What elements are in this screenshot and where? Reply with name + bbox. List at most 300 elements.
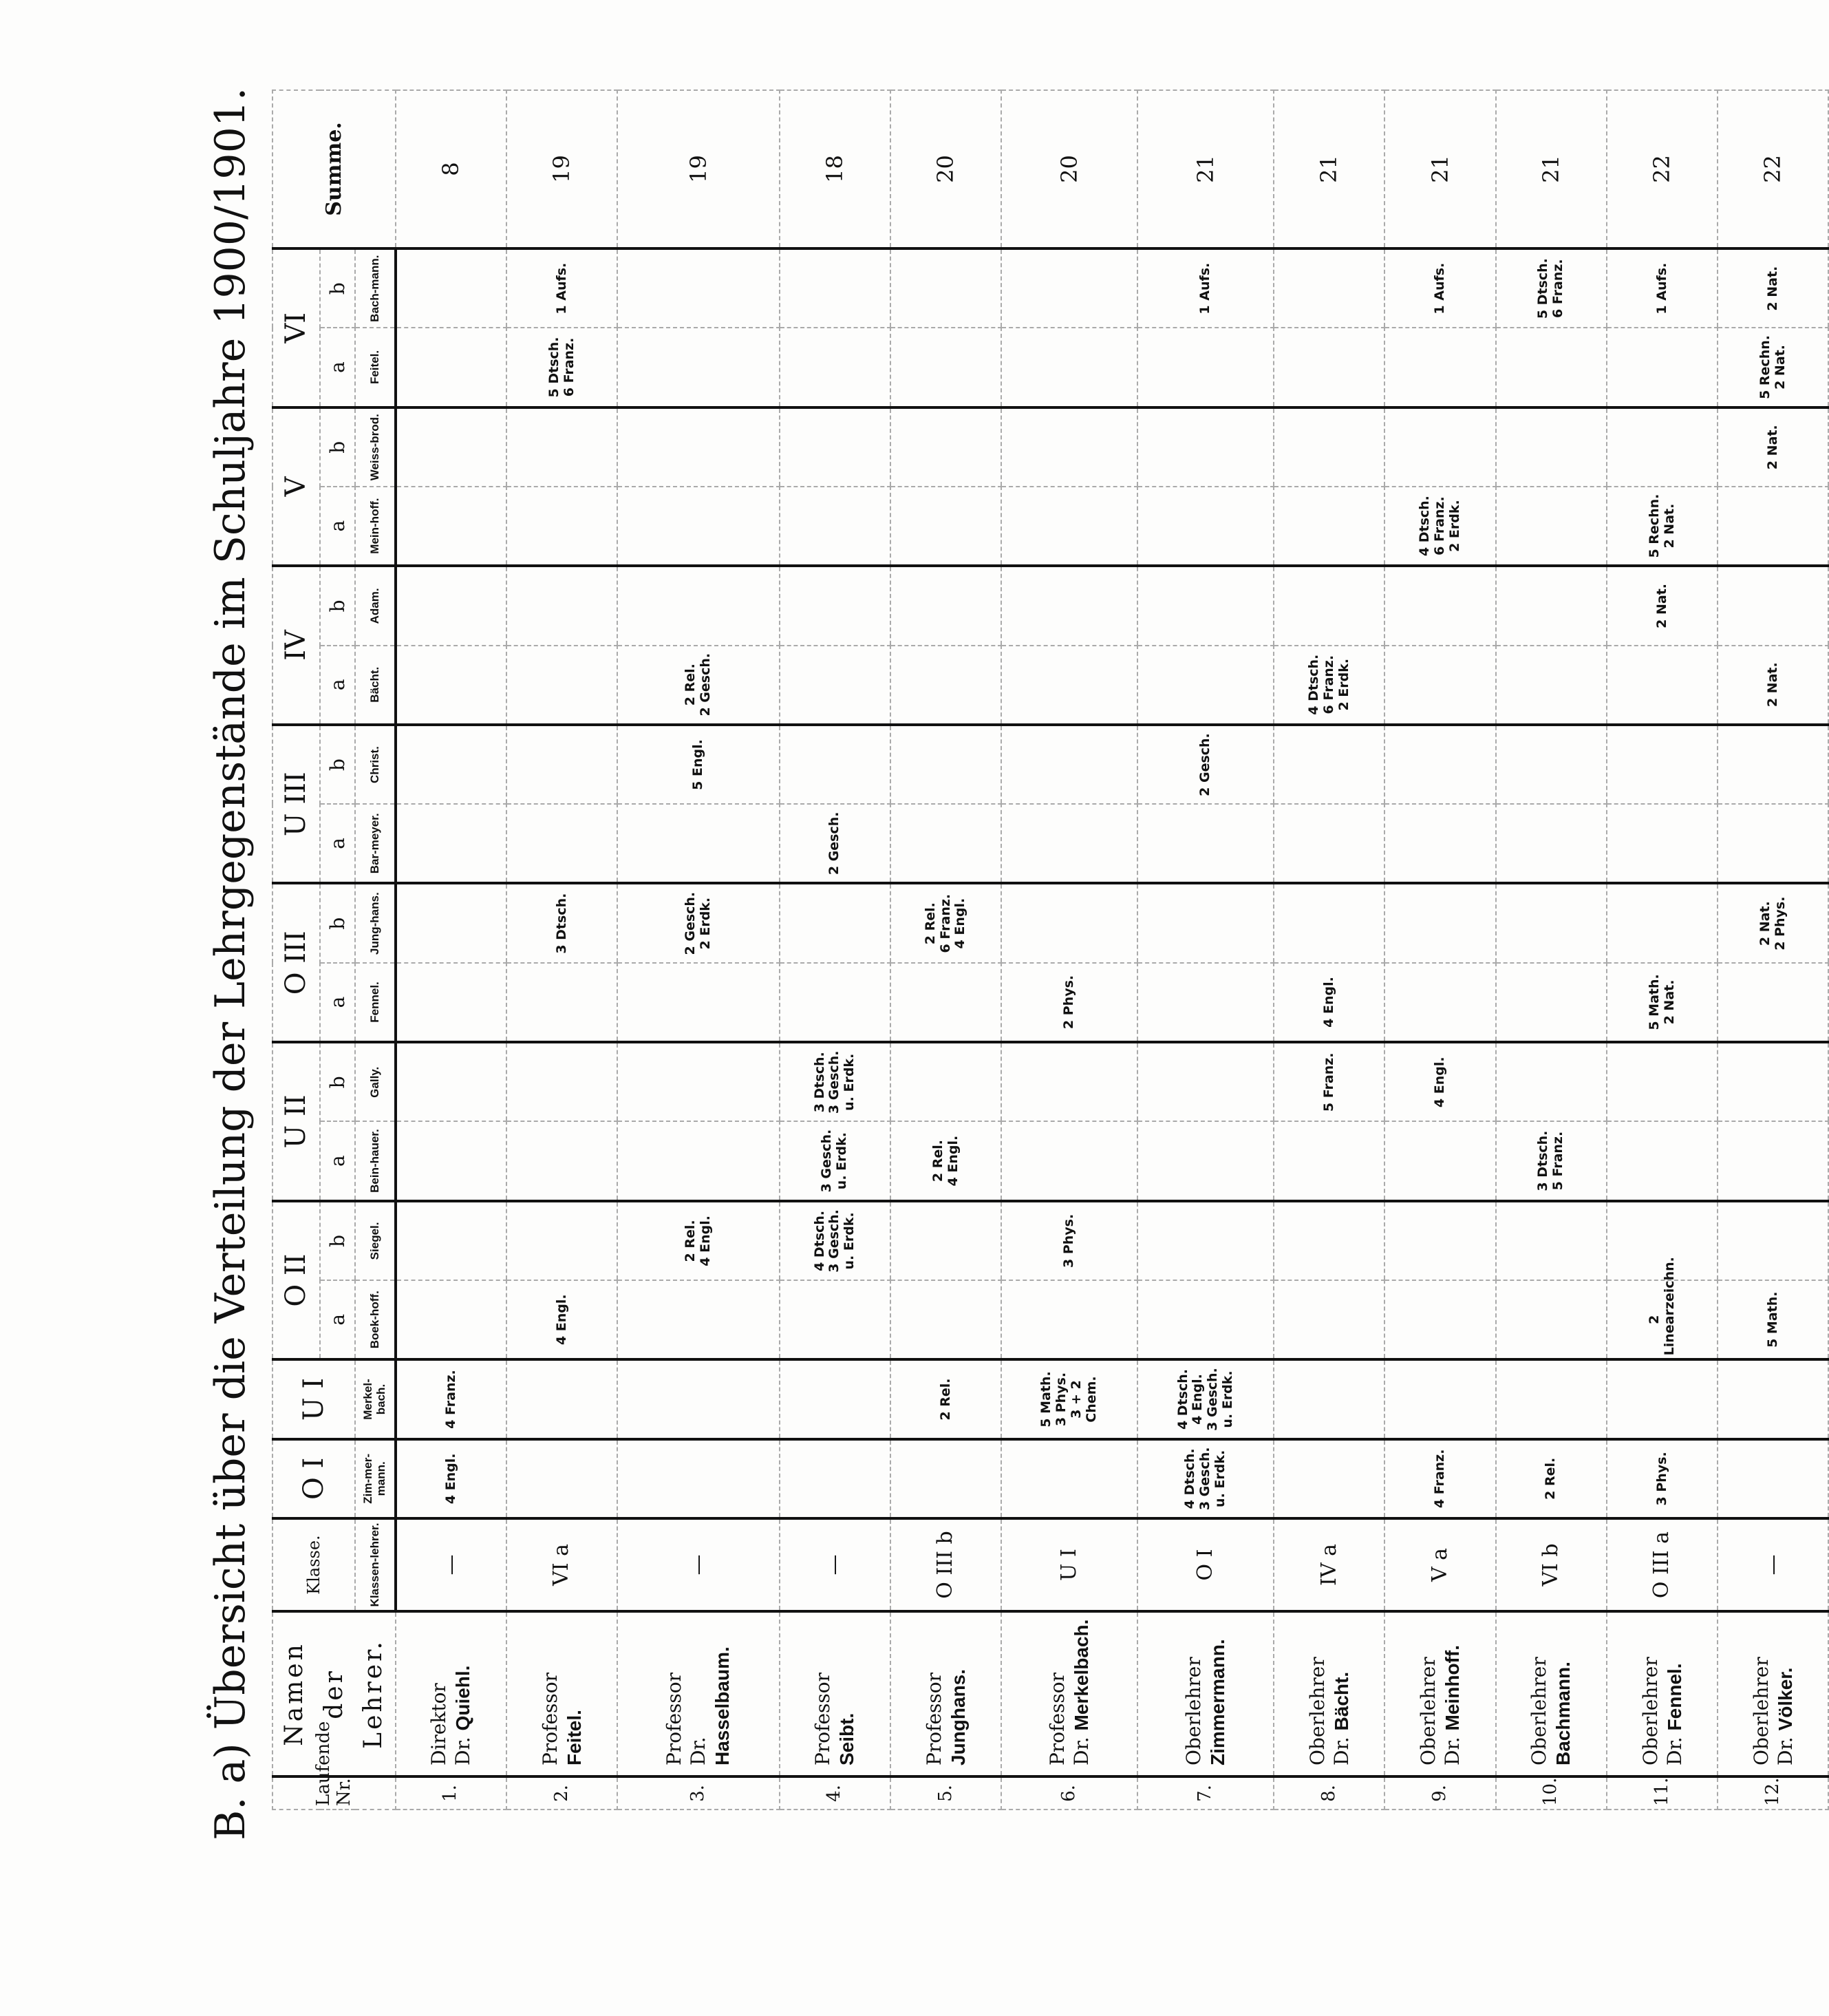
subject-cell bbox=[617, 328, 779, 407]
sub-header-6-a: a bbox=[320, 646, 356, 725]
row-nr: 6. bbox=[1001, 1776, 1137, 1810]
teacher-name: Seibt. bbox=[836, 1712, 858, 1765]
subject-cell: 2 Gesch. bbox=[1137, 725, 1274, 804]
subject-cell: 2 Linearzeichn. bbox=[1607, 1280, 1718, 1359]
table-row bbox=[396, 90, 506, 1810]
subject-cell: 4 Dtsch. 3 Gesch. u. Erdk. bbox=[780, 1201, 890, 1280]
row-nr: 4. bbox=[780, 1776, 890, 1810]
teacher-header-5: Gally. bbox=[355, 1042, 396, 1121]
subject-cell bbox=[617, 1359, 779, 1439]
teacher-header-10: Bächt. bbox=[355, 646, 396, 725]
subject-cell: 2 Nat. bbox=[1718, 407, 1828, 487]
subject-cell bbox=[780, 884, 890, 963]
subject-cell bbox=[1137, 1121, 1274, 1200]
subject-cell bbox=[1137, 1201, 1274, 1280]
summe-cell: 20 bbox=[890, 90, 1001, 248]
subject-cell bbox=[780, 248, 890, 328]
klassenlehrer-cell: VI b bbox=[1496, 1518, 1607, 1611]
sub-header-8-b: b bbox=[320, 248, 356, 328]
row-nr: 11. bbox=[1607, 1776, 1718, 1810]
teacher-name-line bbox=[1440, 1615, 1464, 1765]
subject-cell bbox=[396, 328, 506, 407]
teacher-prefix: Professor bbox=[811, 1673, 835, 1765]
summe-cell: 21 bbox=[1384, 90, 1495, 248]
subject-cell bbox=[617, 963, 779, 1042]
table-row bbox=[617, 90, 779, 1810]
summe-cell: 21 bbox=[1137, 90, 1274, 248]
teacher-name-line bbox=[811, 1615, 859, 1765]
subject-cell bbox=[1001, 884, 1137, 963]
subject-cell bbox=[1718, 1121, 1828, 1200]
subject-cell bbox=[1001, 487, 1137, 566]
klassenlehrer-cell: VI a bbox=[506, 1518, 617, 1611]
subject-cell bbox=[780, 487, 890, 566]
subject-cell bbox=[396, 1280, 506, 1359]
subject-cell bbox=[1137, 487, 1274, 566]
group-header-2: O II bbox=[272, 1201, 320, 1360]
subject-cell: 1 Aufs. bbox=[1384, 248, 1495, 328]
subject-cell bbox=[890, 1280, 1001, 1359]
subject-cell bbox=[1274, 248, 1384, 328]
subject-cell bbox=[1496, 487, 1607, 566]
subject-cell bbox=[890, 963, 1001, 1042]
teacher-name-cell bbox=[617, 1611, 779, 1776]
klassenlehrer-cell: O III b bbox=[890, 1518, 1001, 1611]
teacher-name: Feitel. bbox=[563, 1710, 585, 1765]
teacher-prefix: Dr. bbox=[1070, 1730, 1093, 1765]
teacher-name-cell bbox=[1137, 1611, 1274, 1776]
subject-cell: 4 Dtsch. 3 Gesch. u. Erdk. bbox=[1137, 1439, 1274, 1518]
subject-cell bbox=[1496, 1280, 1607, 1359]
subject-cell bbox=[1384, 884, 1495, 963]
subject-cell bbox=[1001, 328, 1137, 407]
subject-cell: 5 Math. 3 Phys. 3 + 2 Chem. bbox=[1001, 1359, 1137, 1439]
subject-cell bbox=[1274, 1121, 1384, 1200]
subject-cell bbox=[780, 1280, 890, 1359]
teacher-name-line bbox=[451, 1615, 475, 1765]
subject-cell bbox=[1384, 328, 1495, 407]
subject-cell bbox=[1718, 1359, 1828, 1439]
teacher-header-3: Siegel. bbox=[355, 1201, 396, 1280]
teacher-name-cell bbox=[890, 1611, 1001, 1776]
subject-cell: 4 Engl. bbox=[506, 1280, 617, 1359]
row-nr: 2. bbox=[506, 1776, 617, 1810]
table-row bbox=[506, 90, 617, 1810]
subject-cell bbox=[396, 963, 506, 1042]
teacher-header-12: Mein-hoff. bbox=[355, 487, 396, 566]
teacher-header-2: Boek-hoff. bbox=[355, 1280, 396, 1359]
subject-cell bbox=[396, 487, 506, 566]
row-nr: 3. bbox=[617, 1776, 779, 1810]
table-row bbox=[1001, 90, 1137, 1810]
subject-cell bbox=[1137, 1280, 1274, 1359]
subject-cell: 4 Franz. bbox=[396, 1359, 506, 1439]
subject-cell bbox=[1137, 566, 1274, 645]
teacher-prefix: Professor bbox=[538, 1673, 561, 1765]
subject-cell bbox=[1274, 487, 1384, 566]
subject-cell: 2 Rel. 2 Gesch. bbox=[617, 646, 779, 725]
subject-cell: 5 Rechn. 2 Nat. bbox=[1607, 487, 1718, 566]
subject-cell bbox=[1274, 725, 1384, 804]
group-header-7: V bbox=[272, 407, 320, 566]
sub-header-5-a: a bbox=[320, 804, 356, 883]
teacher-name: Hasselbaum. bbox=[712, 1646, 734, 1765]
subject-cell bbox=[1496, 328, 1607, 407]
subject-cell bbox=[617, 487, 779, 566]
summe-cell: 22 bbox=[1718, 90, 1828, 248]
subject-cell: 1 Aufs. bbox=[1137, 248, 1274, 328]
teacher-name-cell bbox=[396, 1611, 506, 1776]
sub-header-2-a: a bbox=[320, 1280, 356, 1359]
teacher-header-14: Feitel. bbox=[355, 328, 396, 407]
teacher-name-cell bbox=[1384, 1611, 1495, 1776]
subject-cell: 4 Franz. bbox=[1384, 1439, 1495, 1518]
teacher-header-15: Bach-mann. bbox=[355, 248, 396, 328]
subject-cell bbox=[617, 407, 779, 487]
subject-cell: 2 Phys. bbox=[1001, 963, 1137, 1042]
schedule-table-rotated bbox=[272, 89, 1799, 1810]
subject-cell bbox=[1274, 884, 1384, 963]
subject-cell: 4 Engl. bbox=[1274, 963, 1384, 1042]
subject-cell: 5 Engl. bbox=[617, 725, 779, 804]
subject-cell bbox=[1496, 407, 1607, 487]
teacher-name-line bbox=[538, 1615, 586, 1765]
subject-cell bbox=[780, 725, 890, 804]
teacher-name: Bächt. bbox=[1330, 1671, 1352, 1731]
subject-cell bbox=[1718, 725, 1828, 804]
teacher-title: Direktor bbox=[427, 1683, 451, 1765]
subject-cell bbox=[617, 1439, 779, 1518]
subject-cell bbox=[617, 804, 779, 883]
subject-cell bbox=[396, 1042, 506, 1121]
subject-cell: 3 Dtsch. 5 Franz. bbox=[1496, 1121, 1607, 1200]
subject-cell: 3 Gesch. u. Erdk. bbox=[780, 1121, 890, 1200]
teacher-name-cell bbox=[1718, 1611, 1828, 1776]
table-row bbox=[1384, 90, 1495, 1810]
subject-cell bbox=[1496, 1359, 1607, 1439]
subject-cell bbox=[506, 1439, 617, 1518]
row-nr: 10. bbox=[1496, 1776, 1607, 1810]
klassenlehrer-cell: U I bbox=[1001, 1518, 1137, 1611]
teacher-name-cell bbox=[1274, 1611, 1384, 1776]
table-row bbox=[1496, 90, 1607, 1810]
subject-cell bbox=[890, 328, 1001, 407]
subject-cell bbox=[1137, 804, 1274, 883]
subject-cell: 5 Rechn. 2 Nat. bbox=[1718, 328, 1828, 407]
teacher-name-cell bbox=[780, 1611, 890, 1776]
subject-cell bbox=[506, 566, 617, 645]
subject-cell: 5 Franz. bbox=[1274, 1042, 1384, 1121]
subject-cell bbox=[780, 963, 890, 1042]
subject-cell: 2 Gesch. 2 Erdk. bbox=[617, 884, 779, 963]
subject-cell bbox=[1001, 1121, 1137, 1200]
teacher-title: Oberlehrer bbox=[1182, 1657, 1206, 1765]
subject-cell bbox=[1607, 725, 1718, 804]
teacher-title: Oberlehrer bbox=[1638, 1657, 1662, 1765]
subject-cell bbox=[1496, 963, 1607, 1042]
teacher-name-cell bbox=[1496, 1611, 1607, 1776]
row-nr: 7. bbox=[1137, 1776, 1274, 1810]
subject-cell bbox=[1384, 1121, 1495, 1200]
teacher-name-line bbox=[1551, 1615, 1575, 1765]
teacher-name: Quiehl. bbox=[452, 1665, 474, 1731]
subject-cell: 5 Dtsch. 6 Franz. bbox=[1496, 248, 1607, 328]
group-header-1: U I bbox=[272, 1359, 355, 1439]
klassenlehrer-cell: — bbox=[396, 1518, 506, 1611]
teacher-name-line bbox=[686, 1615, 734, 1765]
teacher-name-line bbox=[1206, 1615, 1230, 1765]
teacher-name-cell bbox=[1001, 1611, 1137, 1776]
subject-cell bbox=[396, 646, 506, 725]
subject-cell bbox=[1001, 407, 1137, 487]
subject-cell: 2 Rel. bbox=[890, 1359, 1001, 1439]
summe-cell: 21 bbox=[1496, 90, 1607, 248]
klassenlehrer-cell: V a bbox=[1384, 1518, 1495, 1611]
subject-cell bbox=[506, 1359, 617, 1439]
subject-cell: 2 Nat. 2 Phys. bbox=[1718, 884, 1828, 963]
subject-cell: 2 Nat. bbox=[1607, 566, 1718, 645]
klassenlehrer-header: Klassen-lehrer. bbox=[355, 1518, 396, 1611]
subject-cell: 2 Rel. 4 Engl. bbox=[617, 1201, 779, 1280]
subject-cell bbox=[1384, 804, 1495, 883]
subject-cell: 2 Rel. 4 Engl. bbox=[890, 1121, 1001, 1200]
subject-cell bbox=[890, 248, 1001, 328]
subject-cell bbox=[1607, 328, 1718, 407]
teacher-prefix: Dr. bbox=[1441, 1730, 1464, 1765]
subject-cell bbox=[506, 725, 617, 804]
subject-cell bbox=[506, 963, 617, 1042]
subject-cell bbox=[506, 1042, 617, 1121]
subject-cell bbox=[1274, 1359, 1384, 1439]
subject-cell: 4 Engl. bbox=[396, 1439, 506, 1518]
subject-cell bbox=[1137, 1042, 1274, 1121]
teacher-title: Oberlehrer bbox=[1528, 1657, 1551, 1765]
subject-cell bbox=[1001, 1439, 1137, 1518]
subject-cell bbox=[1607, 1042, 1718, 1121]
subject-cell bbox=[506, 1201, 617, 1280]
subject-cell: 5 Math. bbox=[1718, 1280, 1828, 1359]
teacher-header-1: Merkel-bach. bbox=[355, 1359, 396, 1439]
subject-cell bbox=[890, 1439, 1001, 1518]
subject-cell bbox=[1137, 646, 1274, 725]
subject-cell bbox=[1496, 1201, 1607, 1280]
sub-header-4-b: b bbox=[320, 884, 356, 963]
klasse-header: Klasse. bbox=[272, 1518, 355, 1611]
klassenlehrer-cell: — bbox=[617, 1518, 779, 1611]
sub-header-3-a: a bbox=[320, 1121, 356, 1200]
sub-header-2-b: b bbox=[320, 1201, 356, 1280]
teacher-prefix: Dr. bbox=[1773, 1730, 1797, 1765]
row-nr: 9. bbox=[1384, 1776, 1495, 1810]
teacher-prefix: Dr. bbox=[1662, 1730, 1686, 1765]
subject-cell bbox=[1718, 1042, 1828, 1121]
subject-cell bbox=[890, 1201, 1001, 1280]
subject-cell bbox=[396, 1201, 506, 1280]
teacher-prefix: Dr. bbox=[451, 1730, 475, 1765]
table-row bbox=[1607, 90, 1718, 1810]
teacher-title: Oberlehrer bbox=[1749, 1657, 1773, 1765]
subject-cell bbox=[780, 328, 890, 407]
subject-cell bbox=[617, 566, 779, 645]
subject-cell bbox=[617, 248, 779, 328]
table-row bbox=[780, 90, 890, 1810]
teacher-header-11: Adam. bbox=[355, 566, 396, 645]
subject-cell bbox=[780, 1359, 890, 1439]
row-nr: 8. bbox=[1274, 1776, 1384, 1810]
klassenlehrer-cell: O III a bbox=[1607, 1518, 1718, 1611]
teacher-header-0: Zim-mer-mann. bbox=[355, 1439, 396, 1518]
table-row bbox=[1137, 90, 1274, 1810]
subject-cell bbox=[1384, 963, 1495, 1042]
subject-cell bbox=[1384, 1359, 1495, 1439]
subject-cell bbox=[1137, 328, 1274, 407]
table-row bbox=[1718, 90, 1828, 1810]
sub-header-7-b: b bbox=[320, 407, 356, 487]
teacher-name: Merkelbach. bbox=[1071, 1619, 1093, 1731]
subject-cell bbox=[1718, 1439, 1828, 1518]
subject-cell bbox=[1607, 646, 1718, 725]
subject-cell: 2 Nat. bbox=[1718, 248, 1828, 328]
subject-cell bbox=[1718, 1201, 1828, 1280]
subject-cell: 5 Math. 2 Nat. bbox=[1607, 963, 1718, 1042]
subject-cell bbox=[1001, 1042, 1137, 1121]
group-header-0: O I bbox=[272, 1439, 355, 1518]
teacher-name: Junghans. bbox=[947, 1668, 969, 1765]
subject-cell bbox=[1496, 804, 1607, 883]
subject-cell bbox=[780, 407, 890, 487]
teacher-name: Völker. bbox=[1774, 1667, 1796, 1731]
subject-cell bbox=[890, 1042, 1001, 1121]
subject-cell bbox=[1001, 725, 1137, 804]
subject-cell bbox=[1384, 1280, 1495, 1359]
teacher-name-cell bbox=[506, 1611, 617, 1776]
teacher-title: Professor bbox=[663, 1673, 686, 1765]
subject-cell: 2 Rel. bbox=[1496, 1439, 1607, 1518]
subject-cell bbox=[506, 487, 617, 566]
teacher-header-8: Bar-meyer. bbox=[355, 804, 396, 883]
teacher-header-4: Bein-hauer. bbox=[355, 1121, 396, 1200]
subject-cell bbox=[890, 407, 1001, 487]
teacher-name: Bachmann. bbox=[1552, 1662, 1574, 1765]
subject-cell: 3 Phys. bbox=[1001, 1201, 1137, 1280]
sub-header-3-b: b bbox=[320, 1042, 356, 1121]
subject-cell bbox=[1137, 884, 1274, 963]
table-row bbox=[890, 90, 1001, 1810]
group-header-6: IV bbox=[272, 566, 320, 725]
subject-cell: 5 Dtsch. 6 Franz. bbox=[506, 328, 617, 407]
teacher-title: Professor bbox=[1046, 1673, 1069, 1765]
subject-cell bbox=[396, 725, 506, 804]
summe-cell: 20 bbox=[1001, 90, 1137, 248]
teacher-title: Oberlehrer bbox=[1305, 1657, 1329, 1765]
subject-cell: 3 Dtsch. bbox=[506, 884, 617, 963]
subject-cell bbox=[1384, 646, 1495, 725]
subject-cell: 1 Aufs. bbox=[506, 248, 617, 328]
subject-cell: 4 Dtsch. 6 Franz. 2 Erdk. bbox=[1274, 646, 1384, 725]
summe-cell: 21 bbox=[1274, 90, 1384, 248]
subject-cell bbox=[1274, 1280, 1384, 1359]
sub-header-8-a: a bbox=[320, 328, 356, 407]
subject-cell bbox=[1001, 566, 1137, 645]
teacher-title: Professor bbox=[922, 1673, 945, 1765]
subject-cell bbox=[1274, 328, 1384, 407]
group-header-5: U III bbox=[272, 725, 320, 884]
summe-header: Summe. bbox=[272, 90, 396, 248]
subject-cell: 3 Dtsch. 3 Gesch. u. Erdk. bbox=[780, 1042, 890, 1121]
subject-cell bbox=[396, 804, 506, 883]
subject-cell bbox=[780, 1439, 890, 1518]
subject-cell bbox=[1384, 407, 1495, 487]
row-nr: 5. bbox=[890, 1776, 1001, 1810]
subject-cell bbox=[1137, 963, 1274, 1042]
subject-cell bbox=[1496, 1042, 1607, 1121]
subject-cell bbox=[1496, 725, 1607, 804]
subject-cell bbox=[1001, 248, 1137, 328]
row-nr: 12. bbox=[1718, 1776, 1828, 1810]
subject-cell bbox=[1274, 1439, 1384, 1518]
subject-cell bbox=[1001, 804, 1137, 883]
group-header-8: VI bbox=[272, 248, 320, 407]
subject-cell: 4 Dtsch. 6 Franz. 2 Erdk. bbox=[1384, 487, 1495, 566]
subject-cell bbox=[1384, 566, 1495, 645]
subject-cell bbox=[1274, 407, 1384, 487]
subject-cell bbox=[1607, 804, 1718, 883]
teacher-name-cell bbox=[1607, 1611, 1718, 1776]
teacher-name: Meinhoff. bbox=[1442, 1645, 1464, 1731]
subject-cell bbox=[890, 804, 1001, 883]
subject-cell bbox=[506, 646, 617, 725]
subject-cell bbox=[396, 407, 506, 487]
teacher-name-line bbox=[1329, 1615, 1354, 1765]
teacher-header-7: Jung-hans. bbox=[355, 884, 396, 963]
sub-header-7-a: a bbox=[320, 487, 356, 566]
subject-cell bbox=[396, 884, 506, 963]
subject-cell bbox=[890, 487, 1001, 566]
subject-cell bbox=[1496, 884, 1607, 963]
subject-cell: 3 Phys. bbox=[1607, 1439, 1718, 1518]
summe-cell: 19 bbox=[617, 90, 779, 248]
subject-cell: 4 Dtsch. 4 Engl. 3 Gesch. u. Erdk. bbox=[1137, 1359, 1274, 1439]
subject-cell bbox=[1607, 1121, 1718, 1200]
subject-cell bbox=[396, 1121, 506, 1200]
teacher-header-9: Christ. bbox=[355, 725, 396, 804]
schedule-table bbox=[272, 89, 1829, 1810]
subject-cell bbox=[1607, 1359, 1718, 1439]
sub-header-4-a: a bbox=[320, 963, 356, 1042]
group-header-3: U II bbox=[272, 1042, 320, 1201]
teacher-name-line bbox=[1069, 1615, 1093, 1765]
klassenlehrer-cell: O I bbox=[1137, 1518, 1274, 1611]
teacher-prefix: Dr. bbox=[1329, 1730, 1353, 1765]
subject-cell bbox=[1718, 566, 1828, 645]
subject-cell: 4 Engl. bbox=[1384, 1042, 1495, 1121]
teacher-title: Oberlehrer bbox=[1417, 1657, 1440, 1765]
row-nr: 1. bbox=[396, 1776, 506, 1810]
teacher-header-6: Fennel. bbox=[355, 963, 396, 1042]
subject-cell bbox=[1496, 646, 1607, 725]
subject-cell bbox=[1137, 407, 1274, 487]
sub-header-6-b: b bbox=[320, 566, 356, 645]
subject-cell: 2 Nat. bbox=[1718, 646, 1828, 725]
subject-cell: 2 Gesch. bbox=[780, 804, 890, 883]
names-header: Namen der Lehrer. bbox=[272, 1611, 396, 1776]
klassenlehrer-cell: — bbox=[1718, 1518, 1828, 1611]
teacher-name-line bbox=[1773, 1615, 1797, 1765]
teacher-name: Zimmermann. bbox=[1207, 1639, 1229, 1765]
summe-cell: 19 bbox=[506, 90, 617, 248]
teacher-prefix: Dr. bbox=[687, 1737, 710, 1765]
subject-cell bbox=[506, 804, 617, 883]
